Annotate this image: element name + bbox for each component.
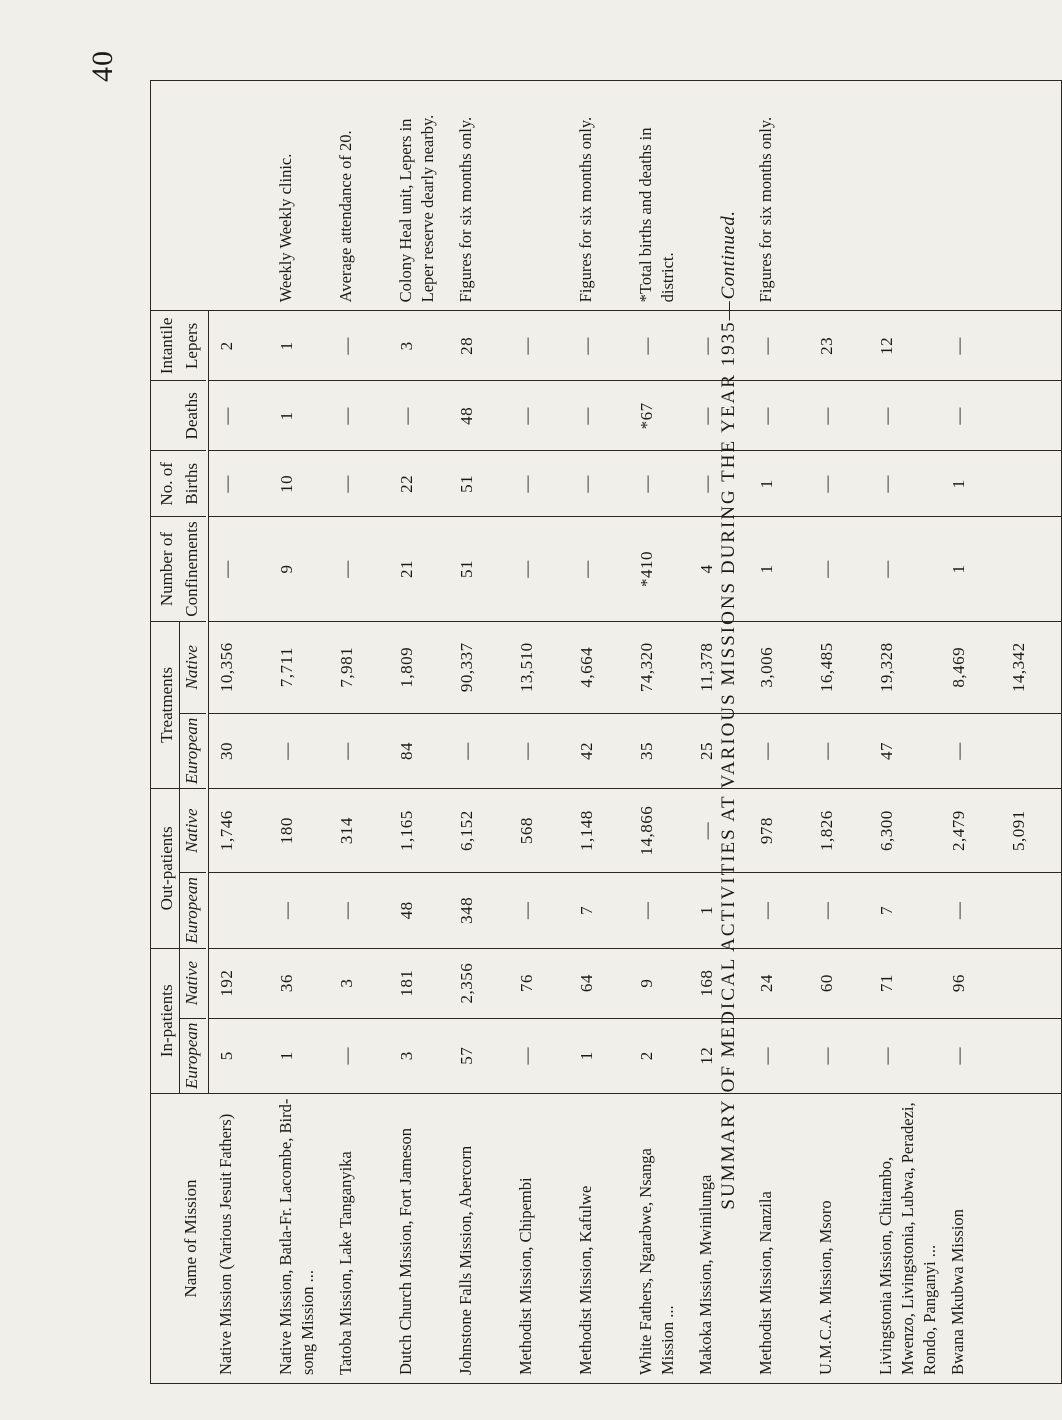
cell-in-eur: — (941, 1018, 1001, 1093)
cell-lepers: — (941, 311, 1001, 381)
cell-deaths: — (329, 381, 389, 451)
cell-out-nat: — (689, 789, 749, 873)
cell-in-eur: 1 (269, 1018, 329, 1093)
cell-name: Livingstonia Mission, Chitambo, Mwenzo, Livingstonia, Lubwa, Peradezi, Rondo, Panganyi ... (869, 1094, 941, 1384)
cell-name: Dutch Church Mission, Fort Jameson (389, 1094, 449, 1384)
cell-lepers: — (329, 311, 389, 381)
cell-remarks (941, 81, 1001, 311)
cell-deaths: — (389, 381, 449, 451)
cell-births: 1 (941, 451, 1001, 517)
cell-conf: 21 (389, 517, 449, 621)
cell-name (1001, 1094, 1062, 1384)
cell-remarks: Figures for six months only. (749, 81, 809, 311)
cell-lepers: 28 (449, 311, 509, 381)
cell-out-eur: 1 (689, 873, 749, 948)
cell-in-nat: 24 (749, 948, 809, 1018)
header-name: Name of Mission (151, 1094, 209, 1384)
cell-tr-eur: — (941, 713, 1001, 788)
cell-conf: *410 (629, 517, 689, 621)
cell-in-nat: 64 (569, 948, 629, 1018)
cell-out-eur: 7 (569, 873, 629, 948)
cell-tr-eur (1001, 713, 1062, 788)
cell-in-nat: 60 (809, 948, 869, 1018)
header-treatments: Treatments (151, 621, 180, 788)
table-row (941, 81, 1001, 1384)
cell-in-nat: 181 (389, 948, 449, 1018)
cell-conf: — (809, 517, 869, 621)
cell-tr-eur: — (509, 713, 569, 788)
header-remarks (151, 81, 209, 311)
cell-lepers: 1 (269, 311, 329, 381)
table-row (269, 81, 329, 1384)
cell-conf: 1 (941, 517, 1001, 621)
cell-tr-nat: 4,664 (569, 621, 629, 713)
header-intantile: Intantile (151, 311, 180, 381)
cell-lepers: — (509, 311, 569, 381)
cell-conf (1001, 517, 1062, 621)
table-row (569, 81, 629, 1384)
cell-tr-eur: — (809, 713, 869, 788)
cell-out-nat: 6,152 (449, 789, 509, 873)
cell-deaths: — (749, 381, 809, 451)
cell-in-eur: 1 (569, 1018, 629, 1093)
cell-in-nat: 168 (689, 948, 749, 1018)
cell-in-eur: 3 (389, 1018, 449, 1093)
cell-conf: — (569, 517, 629, 621)
cell-in-nat: 96 (941, 948, 1001, 1018)
header-tr-nat: Native (180, 621, 207, 713)
cell-in-nat: 71 (869, 948, 941, 1018)
cell-tr-eur: — (329, 713, 389, 788)
cell-remarks: Figures for six months only. (449, 81, 509, 311)
cell-lepers: 2 (209, 311, 270, 381)
table-body (209, 81, 1062, 1384)
cell-out-eur: — (749, 873, 809, 948)
cell-out-eur (1001, 873, 1062, 948)
cell-births: — (809, 451, 869, 517)
cell-births: — (509, 451, 569, 517)
cell-name: Johnstone Falls Mission, Abercorn (449, 1094, 509, 1384)
cell-tr-nat: 7,981 (329, 621, 389, 713)
cell-lepers (1001, 311, 1062, 381)
cell-remarks (509, 81, 569, 311)
table-row (449, 81, 509, 1384)
cell-lepers: 3 (389, 311, 449, 381)
cell-lepers: — (689, 311, 749, 381)
cell-births: — (689, 451, 749, 517)
cell-remarks: *Total births and deaths in district. (629, 81, 689, 311)
cell-deaths: 48 (449, 381, 509, 451)
cell-tr-nat: 10,356 (209, 621, 270, 713)
cell-remarks: Weekly Weekly clinic. (269, 81, 329, 311)
cell-births: — (329, 451, 389, 517)
cell-out-eur: — (329, 873, 389, 948)
cell-tr-nat: 90,337 (449, 621, 509, 713)
header-births: Births (180, 451, 207, 517)
cell-tr-nat: 19,328 (869, 621, 941, 713)
cell-remarks (809, 81, 869, 311)
cell-conf: 1 (749, 517, 809, 621)
cell-remarks: Figures for six months only. (569, 81, 629, 311)
header-deaths: Deaths (180, 381, 207, 451)
cell-births: 22 (389, 451, 449, 517)
cell-name: Makoka Mission, Mwinilunga (689, 1094, 749, 1384)
cell-remarks: Average attendance of 20. (329, 81, 389, 311)
cell-tr-nat: 8,469 (941, 621, 1001, 713)
cell-tr-eur: 25 (689, 713, 749, 788)
cell-out-nat: 314 (329, 789, 389, 873)
running-title-text: SUMMARY OF MEDICAL ACTIVITIES AT VARIOUS MISSIONS DURING THE YEAR 1935 (718, 320, 739, 1210)
cell-tr-eur: — (749, 713, 809, 788)
cell-in-nat: 3 (329, 948, 389, 1018)
cell-out-eur: 348 (449, 873, 509, 948)
cell-births (1001, 451, 1062, 517)
table-row (209, 81, 270, 1384)
header-in-patients: In-patients (151, 948, 180, 1093)
cell-out-eur: — (941, 873, 1001, 948)
cell-remarks: Colony Heal unit, Lepers in Leper reserve dearly nearby. (389, 81, 449, 311)
cell-out-nat: 6,300 (869, 789, 941, 873)
cell-name: Methodist Mission, Kafulwe (569, 1094, 629, 1384)
cell-in-nat: 9 (629, 948, 689, 1018)
header-out-eur: European (180, 873, 207, 948)
header-no-of: No. of (151, 451, 180, 517)
cell-name: White Fathers, Ngarabwe, Nsanga Mission ... (629, 1094, 689, 1384)
table-row (749, 81, 809, 1384)
cell-in-nat: 76 (509, 948, 569, 1018)
cell-in-eur: — (509, 1018, 569, 1093)
cell-lepers: — (749, 311, 809, 381)
cell-tr-nat: 16,485 (809, 621, 869, 713)
header-out-nat: Native (180, 789, 207, 873)
cell-out-eur: — (629, 873, 689, 948)
cell-out-eur: — (509, 873, 569, 948)
cell-tr-eur: 30 (209, 713, 270, 788)
cell-conf: — (509, 517, 569, 621)
cell-out-nat: 1,826 (809, 789, 869, 873)
cell-tr-eur: 47 (869, 713, 941, 788)
cell-in-nat (1001, 948, 1062, 1018)
header-in-eur: European (180, 1018, 207, 1093)
header-out-patients: Out-patients (151, 789, 180, 948)
header-confinements: Confinements (180, 517, 207, 621)
cell-out-nat: 1,165 (389, 789, 449, 873)
cell-births: — (569, 451, 629, 517)
cell-conf: — (209, 517, 270, 621)
cell-tr-nat: 74,320 (629, 621, 689, 713)
cell-remarks (209, 81, 270, 311)
cell-deaths: — (689, 381, 749, 451)
cell-tr-nat: 11,378 (689, 621, 749, 713)
cell-in-eur: — (869, 1018, 941, 1093)
cell-tr-nat: 7,711 (269, 621, 329, 713)
cell-name: Methodist Mission, Chipembi (509, 1094, 569, 1384)
cell-name: Bwana Mkubwa Mission (941, 1094, 1001, 1384)
cell-name: Methodist Mission, Nanzila (749, 1094, 809, 1384)
table-row (1001, 81, 1062, 1384)
cell-deaths: — (569, 381, 629, 451)
cell-deaths: *67 (629, 381, 689, 451)
cell-deaths: 1 (269, 381, 329, 451)
cell-deaths: — (809, 381, 869, 451)
cell-deaths: — (941, 381, 1001, 451)
cell-tr-nat: 14,342 (1001, 621, 1062, 713)
cell-conf: — (329, 517, 389, 621)
cell-births: — (209, 451, 270, 517)
cell-deaths: — (509, 381, 569, 451)
cell-births: 51 (449, 451, 509, 517)
cell-out-eur: 48 (389, 873, 449, 948)
cell-in-nat: 2,356 (449, 948, 509, 1018)
cell-remarks (869, 81, 941, 311)
cell-tr-eur: — (269, 713, 329, 788)
cell-out-nat: 180 (269, 789, 329, 873)
cell-out-nat: 1,746 (209, 789, 270, 873)
cell-out-eur: — (809, 873, 869, 948)
cell-conf: 9 (269, 517, 329, 621)
cell-tr-nat: 13,510 (509, 621, 569, 713)
cell-deaths: — (869, 381, 941, 451)
cell-tr-eur: 42 (569, 713, 629, 788)
cell-deaths: — (209, 381, 270, 451)
cell-in-nat: 36 (269, 948, 329, 1018)
cell-conf: — (869, 517, 941, 621)
cell-births: — (629, 451, 689, 517)
cell-in-eur: — (809, 1018, 869, 1093)
header-tr-eur: European (180, 713, 207, 788)
header-in-nat: Native (180, 948, 207, 1018)
cell-conf: 4 (689, 517, 749, 621)
cell-out-nat: 14,866 (629, 789, 689, 873)
cell-in-eur (1001, 1018, 1062, 1093)
cell-tr-eur: 84 (389, 713, 449, 788)
table-row (389, 81, 449, 1384)
cell-remarks (1001, 81, 1062, 311)
cell-births: 10 (269, 451, 329, 517)
cell-name: Tatoba Mission, Lake Tanganyika (329, 1094, 389, 1384)
table-row (629, 81, 689, 1384)
header-number-of: Number of (151, 517, 180, 621)
cell-out-nat: 978 (749, 789, 809, 873)
page-number: 40 (86, 50, 119, 82)
table-row (809, 81, 869, 1384)
cell-out-eur: 7 (869, 873, 941, 948)
cell-lepers: 23 (809, 311, 869, 381)
cell-births: — (869, 451, 941, 517)
cell-out-nat: 568 (509, 789, 569, 873)
cell-lepers: — (629, 311, 689, 381)
header-lepers: Lepers (180, 311, 207, 381)
cell-in-eur: 12 (689, 1018, 749, 1093)
cell-in-eur: — (749, 1018, 809, 1093)
cell-in-eur: 57 (449, 1018, 509, 1093)
table-row (869, 81, 941, 1384)
cell-births: 1 (749, 451, 809, 517)
table-row (509, 81, 569, 1384)
cell-in-eur: 5 (209, 1018, 270, 1093)
continued-label: Continued. (718, 210, 739, 300)
cell-tr-nat: 3,006 (749, 621, 809, 713)
cell-in-eur: — (329, 1018, 389, 1093)
cell-in-nat: 192 (209, 948, 270, 1018)
cell-out-nat: 1,148 (569, 789, 629, 873)
running-title: SUMMARY OF MEDICAL ACTIVITIES AT VARIOUS MISSIONS DURING THE YEAR 1935—Continued. (718, 210, 739, 1210)
cell-deaths (1001, 381, 1062, 451)
cell-out-nat: 2,479 (941, 789, 1001, 873)
cell-in-eur: 2 (629, 1018, 689, 1093)
medical-activities-table (150, 80, 1062, 1384)
cell-out-eur: — (269, 873, 329, 948)
cell-name: U.M.C.A. Mission, Msoro (809, 1094, 869, 1384)
cell-name: Native Mission, Batla-Fr. Lacombe, Bird-song Mission ... (269, 1094, 329, 1384)
cell-conf: 51 (449, 517, 509, 621)
cell-tr-eur: — (449, 713, 509, 788)
cell-out-nat: 5,091 (1001, 789, 1062, 873)
cell-lepers: 12 (869, 311, 941, 381)
cell-tr-eur: 35 (629, 713, 689, 788)
cell-tr-nat: 1,809 (389, 621, 449, 713)
cell-out-eur (209, 873, 270, 948)
table-row (329, 81, 389, 1384)
cell-name: Native Mission (Various Jesuit Fathers) (209, 1094, 270, 1384)
header-deaths-top (151, 381, 180, 451)
cell-lepers: — (569, 311, 629, 381)
